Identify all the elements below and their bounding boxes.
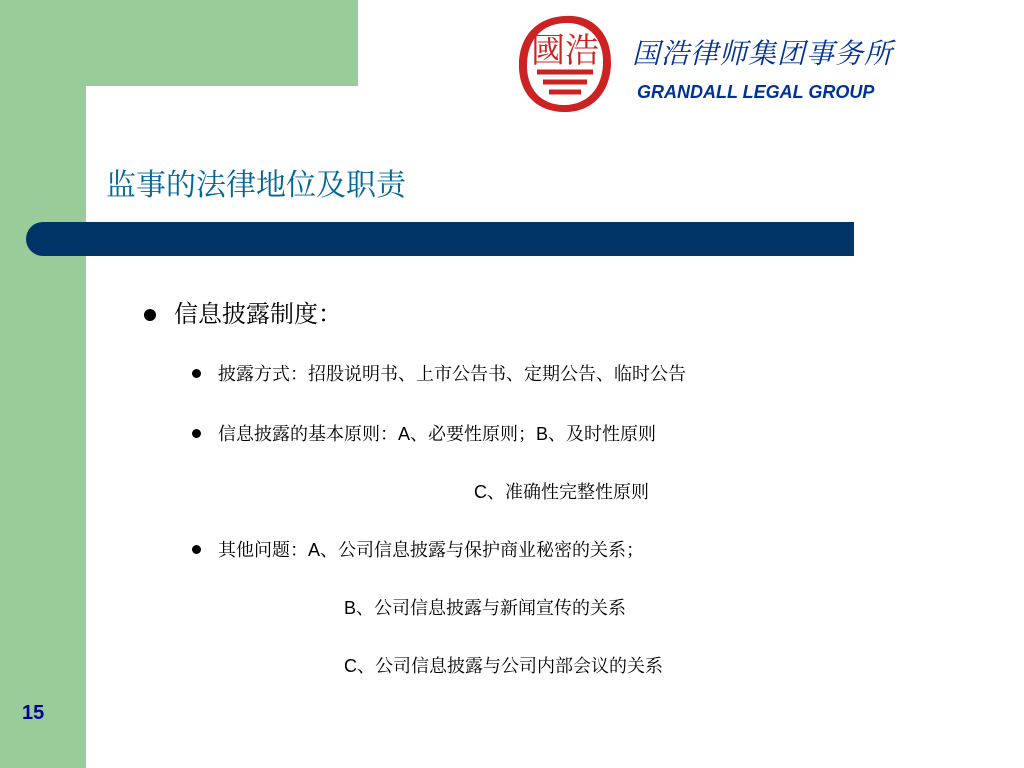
main-bullet-text: 信息披露制度： [174, 300, 342, 328]
item-prefix: 信息披露的基本原则： [218, 424, 398, 445]
top-green-band [0, 0, 358, 86]
grandall-seal-icon [515, 12, 615, 116]
issue-a-text: 、公司信息披露与保护商业秘密的关系； [320, 540, 645, 561]
item-text: 披露方式：招股说明书、上市公告书、定期公告、临时公告 [218, 364, 686, 385]
title-divider-bar [26, 222, 854, 256]
letter-a: A [398, 424, 411, 444]
letter-c: C [344, 656, 357, 676]
disclosure-methods-item [218, 360, 686, 386]
principle-c-text: 、准确性完整性原则 [487, 482, 649, 503]
letter-a: A [308, 540, 321, 560]
bullet-dot [192, 545, 201, 554]
firm-name-chinese: 国浩律师集团事务所 [632, 37, 894, 70]
svg-text:國浩: 國浩 [531, 31, 599, 71]
letter-b: B [344, 598, 357, 618]
issue-c-text: 、公司信息披露与公司内部会议的关系 [357, 656, 663, 677]
letter-b: B [536, 424, 549, 444]
bullet-dot [192, 369, 201, 378]
disclosure-principles-item [218, 420, 656, 446]
left-green-band [0, 0, 86, 768]
page-number: 15 [22, 702, 45, 724]
other-issues-item [218, 536, 644, 562]
other-issues-continuation-c [344, 652, 663, 678]
letter-c: C [474, 482, 487, 502]
issue-b-text: 、公司信息披露与新闻宣传的关系 [356, 598, 627, 619]
principle-a-text: 、必要性原则； [410, 424, 537, 445]
disclosure-principles-continuation [474, 478, 649, 504]
firm-name-english: GRANDALL LEGAL GROUP [637, 82, 875, 102]
principle-b-text: 、及时性原则 [548, 424, 657, 445]
bullet-dot [192, 429, 201, 438]
bullet-dot [144, 309, 156, 321]
item-prefix: 其他问题： [218, 540, 308, 561]
slide-title: 监事的法律地位及职责 [106, 168, 406, 203]
other-issues-continuation-b [344, 594, 626, 620]
